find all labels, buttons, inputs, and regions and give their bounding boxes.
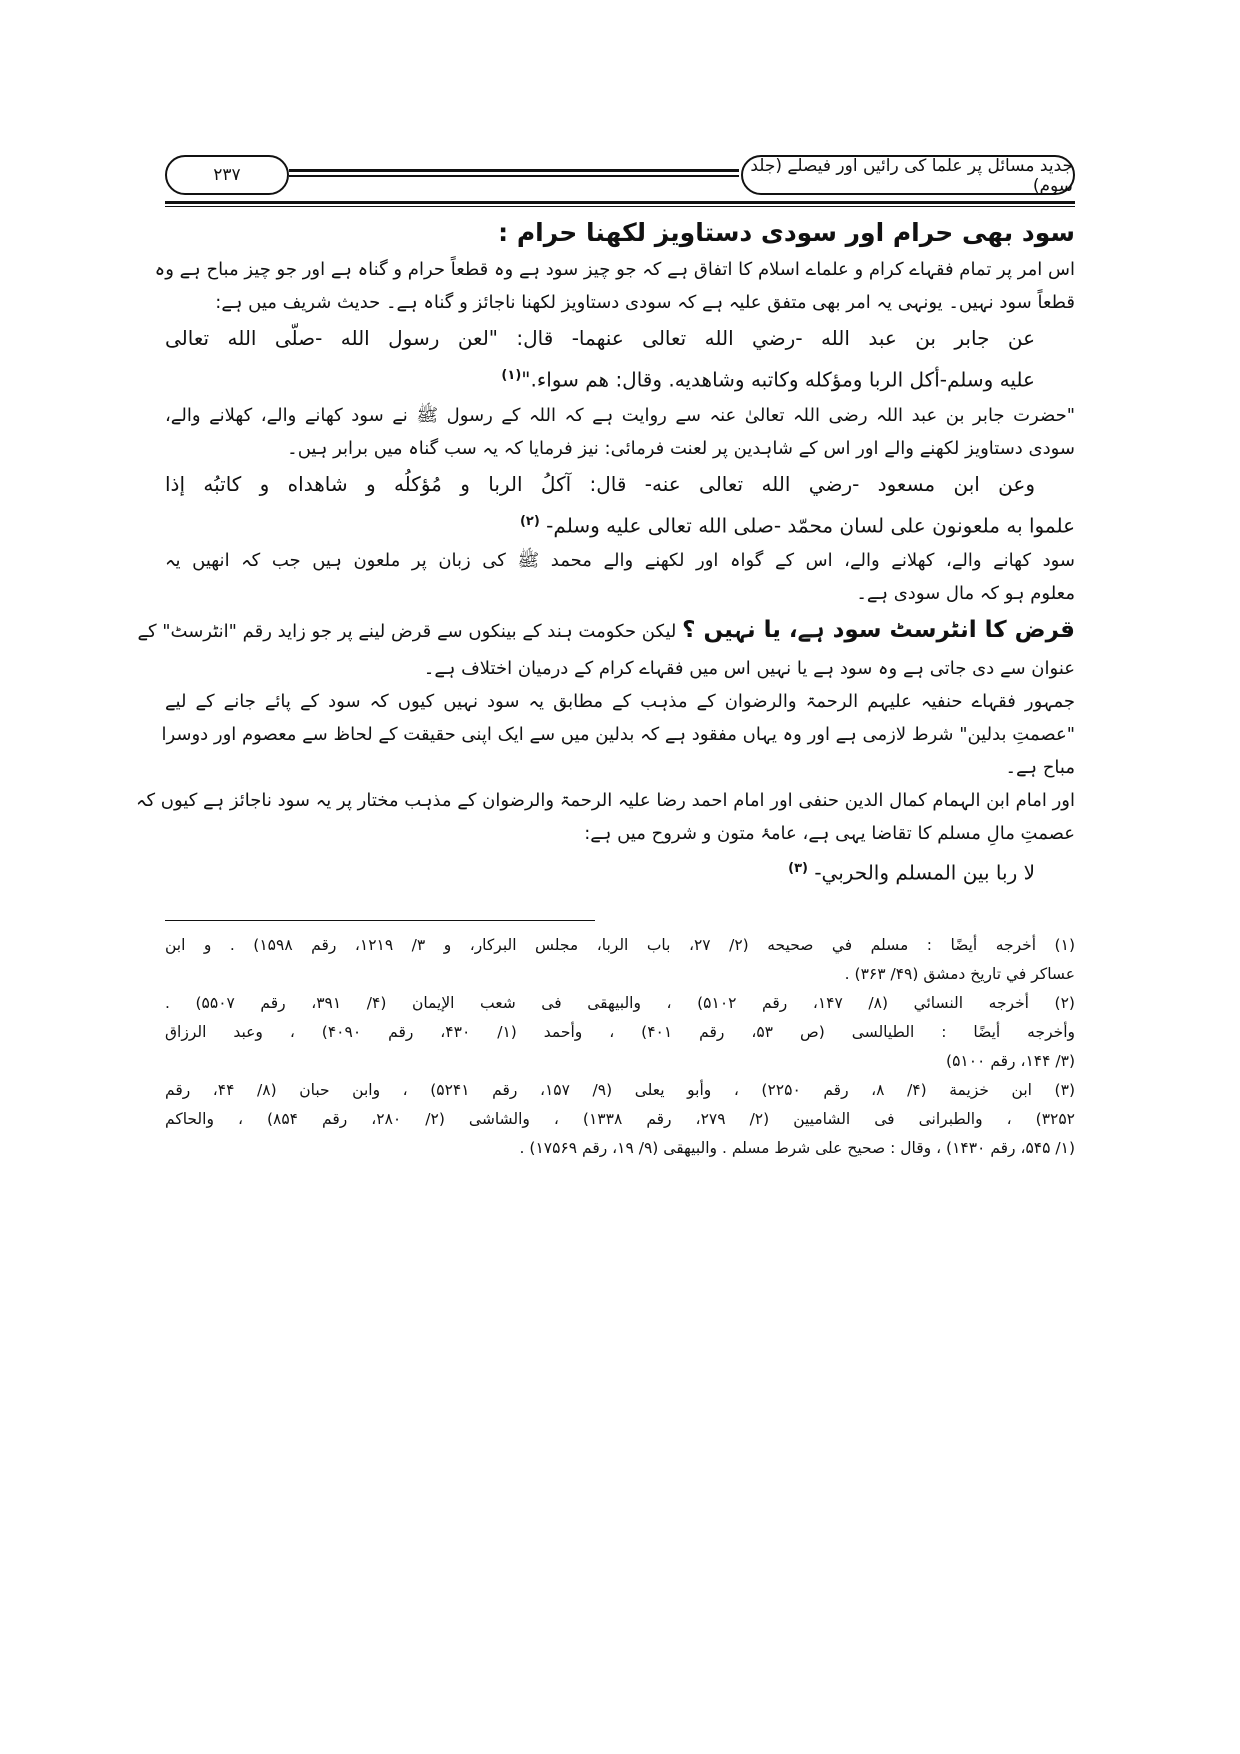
hadith-text: عليه وسلم-أكل الربا ومؤكله وكاتبه وشاهديه. وقال: هم سواء." (521, 367, 1035, 392)
quote-text: لا ربا بين المسلم والحربي- (814, 860, 1035, 885)
header-rule (289, 169, 739, 177)
arabic-hadith-line (165, 503, 1075, 545)
footnote-line: وأخرجه أيضًا : الطيالسى (ص ۵۳، رقم ۴۰۱) ، وأحمد (۱/ ۴۳۰، رقم ۴۰۹۰) ، وعبد الرزاق (165, 1022, 1075, 1041)
footnote-ref: (۲) (519, 513, 540, 529)
arabic-hadith-line: عن جابر بن عبد الله -رضي الله تعالى عنهما- قال: "لعن رسول الله -صلّى الله تعالى (165, 326, 1035, 350)
footnote-line: عساكر في تاريخ دمشق (۴۹/ ۳۶۳) . (844, 964, 1075, 983)
running-header (165, 155, 1075, 197)
footnote-line: ۳۲۵۲) ، والطبرانى فى الشاميين (۲/ ۲۷۹، رقم ۱۳۳۸) ، والشاشى (۲/ ۲۸۰، رقم ۸۵۴) ، والحاكم (165, 1109, 1075, 1128)
section-heading: قرض کا انٹرسٹ سود ہے، یا نہیں ؟ (682, 617, 1075, 644)
arabic-hadith-line: وعن ابن مسعود -رضي الله تعالى عنه- قال: آكلُ الربا و مُؤكلُه و شاهداه و كاتبُه إذا (165, 471, 1035, 496)
paragraph-line: جمہور فقہاے حنفیہ علیہم الرحمۃ والرضوان کے مذہب کے مطابق یہ سود نہیں کیوں کہ سود کے پائے جانے کے لیے (165, 691, 1075, 713)
paragraph-line: عصمتِ مالِ مسلم کا تقاضا یہی ہے، عامۂ متون و شروح میں ہے: (584, 823, 1075, 845)
translation-line: "حضرت جابر بن عبد اللہ رضی اللہ تعالیٰ عنہ سے روایت ہے کہ اللہ کے رسول ﷺ نے سود کھانے والے، کھلانے والے، (165, 404, 1075, 426)
footnote-line: (۲) أخرجه النسائي (۸/ ۱۴۷، رقم ۵۱۰۲) ، والبيهقى فى شعب الإيمان (۴/ ۳۹۱، رقم ۵۵۰۷) . (165, 993, 1075, 1012)
paragraph-line: قطعاً سود نہیں۔ یونہی یہ امر بھی متفق علیہ ہے کہ سودی دستاویز لکھنا ناجائز و گناہ ہے۔ حدیث شریف میں ہے: (215, 292, 1075, 313)
hadith-text: علموا به ملعونون على لسان محمّد -صلى الله تعالى عليه وسلم- (546, 513, 1075, 538)
translation-line: سودی دستاویز لکھنے والے اور اس کے شاہدین پر لعنت فرمائی: نیز فرمایا کہ یہ سب گناہ میں برابر ہیں۔ (287, 437, 1075, 459)
footnote-ref: (۳) (788, 861, 808, 877)
footnote-line: (۳) ابن خزيمة (۴/ ۸، رقم ۲۲۵۰) ، وأبو يعلى (۹/ ۱۵۷، رقم ۵۲۴۱) ، وابن حبان (۸/ ۴۴، رقم (165, 1080, 1075, 1099)
paragraph-line: اس امر پر تمام فقہاے کرام و علماے اسلام کا اتفاق ہے کہ جو چیز سود ہے وہ قطعاً حرام و گناہ ہے اور جو چیز مباح ہے وہ (154, 259, 1075, 280)
arabic-hadith-line (165, 357, 1075, 399)
paragraph-line: اور امام ابن الہمام کمال الدین حنفی اور امام احمد رضا علیہ الرحمۃ والرضوان کے مذہب مختار پر یہ سود ناجائز ہے کیوں کہ (135, 790, 1075, 812)
section-heading: سود بھی حرام اور سودی دستاویز لکھنا حرام : (498, 218, 1075, 247)
translation-line: معلوم ہو کہ مال سودی ہے۔ (856, 583, 1075, 605)
arabic-quote (165, 850, 1075, 892)
footnote-rule (165, 920, 595, 921)
page (135, 155, 1075, 1163)
paragraph-line (137, 610, 1075, 652)
footnote-line: (۱) أخرجه أيضًا : مسلم في صحيحه (۲/ ۲۷، باب الربا، مجلس البركار، و ۳/ ۱۲۱۹، رقم ۱۵۹۸) . و ابن (165, 935, 1075, 954)
translation-line: سود کھانے والے، کھلانے والے، اس کے گواہ اور لکھنے والے محمد ﷺ کی زبان پر ملعون ہیں جب کہ انھیں یہ (165, 550, 1075, 572)
header-double-rule (165, 201, 1075, 207)
intro-text: لیکن حکومت ہند کے بینکوں سے قرض لینے پر جو زاید رقم "انٹرسٹ" کے (137, 621, 677, 643)
paragraph-line: "عصمتِ بدلین" شرط لازمی ہے اور وہ یہاں مفقود ہے کہ بدلین میں سے ایک اپنی حقیقت کے لحاظ سے معصوم اور دوسرا (161, 724, 1075, 746)
paragraph-line: مباح ہے۔ (1005, 757, 1075, 779)
paragraph-line: عنوان سے دی جاتی ہے وہ سود ہے یا نہیں اس میں فقہاے کرام کے درمیان اختلاف ہے۔ (423, 658, 1075, 680)
footnote-line: (۱/ ۵۴۵، رقم ۱۴۳۰) ، وقال : صحيح على شرط مسلم . والبيهقى (۹/ ۱۹، رقم ۱۷۵۶۹) . (519, 1138, 1075, 1157)
footnote-line: (۳/ ۱۴۴، رقم ۵۱۰۰) (946, 1051, 1075, 1070)
page-number: ۲۳۷ (165, 155, 289, 195)
book-title: جدید مسائل پر علما کی رائیں اور فیصلے (جلد سوم) (741, 155, 1075, 195)
footnote-ref: (۱) (501, 368, 522, 383)
footnotes (165, 931, 1075, 1163)
